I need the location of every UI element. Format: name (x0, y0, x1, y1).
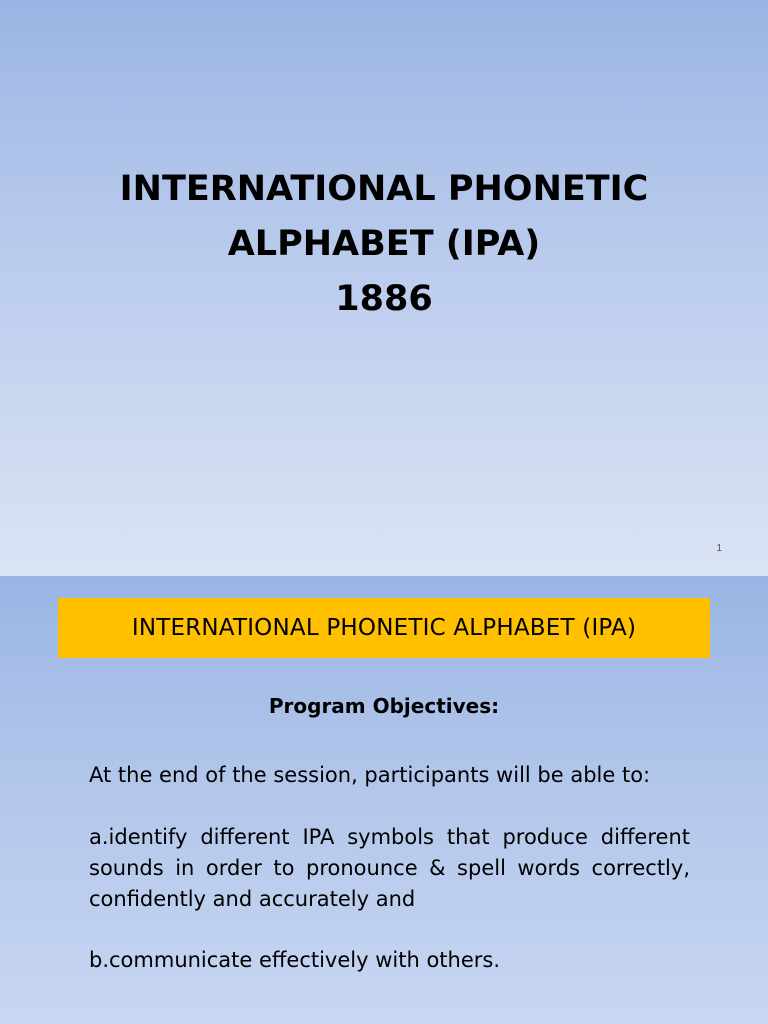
intro-text: At the end of the session, participants will be able to: (89, 763, 651, 787)
banner-title: INTERNATIONAL PHONETIC ALPHABET (IPA) (58, 598, 710, 658)
slide-title (0, 162, 768, 327)
slide-2 (0, 576, 768, 1024)
objective-b: b.communicate effectively with others. (89, 948, 501, 972)
program-objectives-heading: Program Objectives: (268, 694, 500, 718)
title-line-3: 1886 (335, 279, 433, 319)
page-number: 1 (716, 543, 722, 554)
objective-a: a.identify different IPA symbols that produce different sounds in order to pronounce & spell words correctly, confidently and accurately and (89, 825, 690, 911)
title-line-1: INTERNATIONAL PHONETIC (119, 169, 649, 209)
title-line-2: ALPHABET (IPA) (227, 224, 541, 264)
